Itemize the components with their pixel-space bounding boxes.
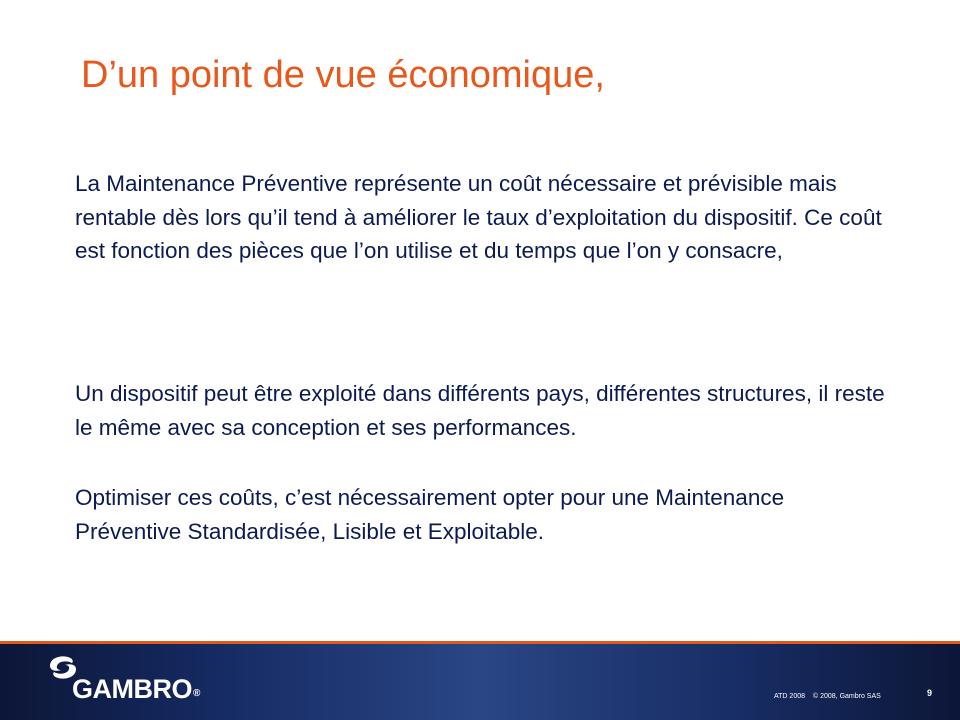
footer-copyright: © 2008, Gambro SAS — [813, 693, 881, 700]
paragraph-optimize-costs: Optimiser ces coûts, c’est nécessairement opter pour une Maintenance Préventive Standardisée, Lisible et Exploitable. — [75, 485, 785, 544]
paragraph-device-usage: Un dispositif peut être exploité dans différents pays, différentes structures, il reste le même avec sa conception et ses performances. — [75, 381, 885, 440]
logo-registered-mark: ® — [193, 688, 200, 699]
paragraph-maintenance-cost: La Maintenance Préventive représente un coût nécessaire et prévisible mais rentable dès lors qu’il tend à améliorer le taux d’exploitation du dispositif. Ce coût est fonction des pièces que l’on utilise et du temps que l’on y consacre, — [75, 171, 882, 263]
slide-title: D’un point de vue économique, — [81, 54, 605, 96]
footer-band — [0, 641, 960, 720]
footer-event: ATD 2008 — [774, 693, 805, 700]
footer-meta — [774, 693, 889, 700]
gambro-logo — [46, 654, 246, 709]
logo-wordmark — [72, 674, 200, 705]
page-number: 9 — [927, 688, 933, 698]
logo-wordmark-text: GAMBRO — [72, 674, 192, 704]
